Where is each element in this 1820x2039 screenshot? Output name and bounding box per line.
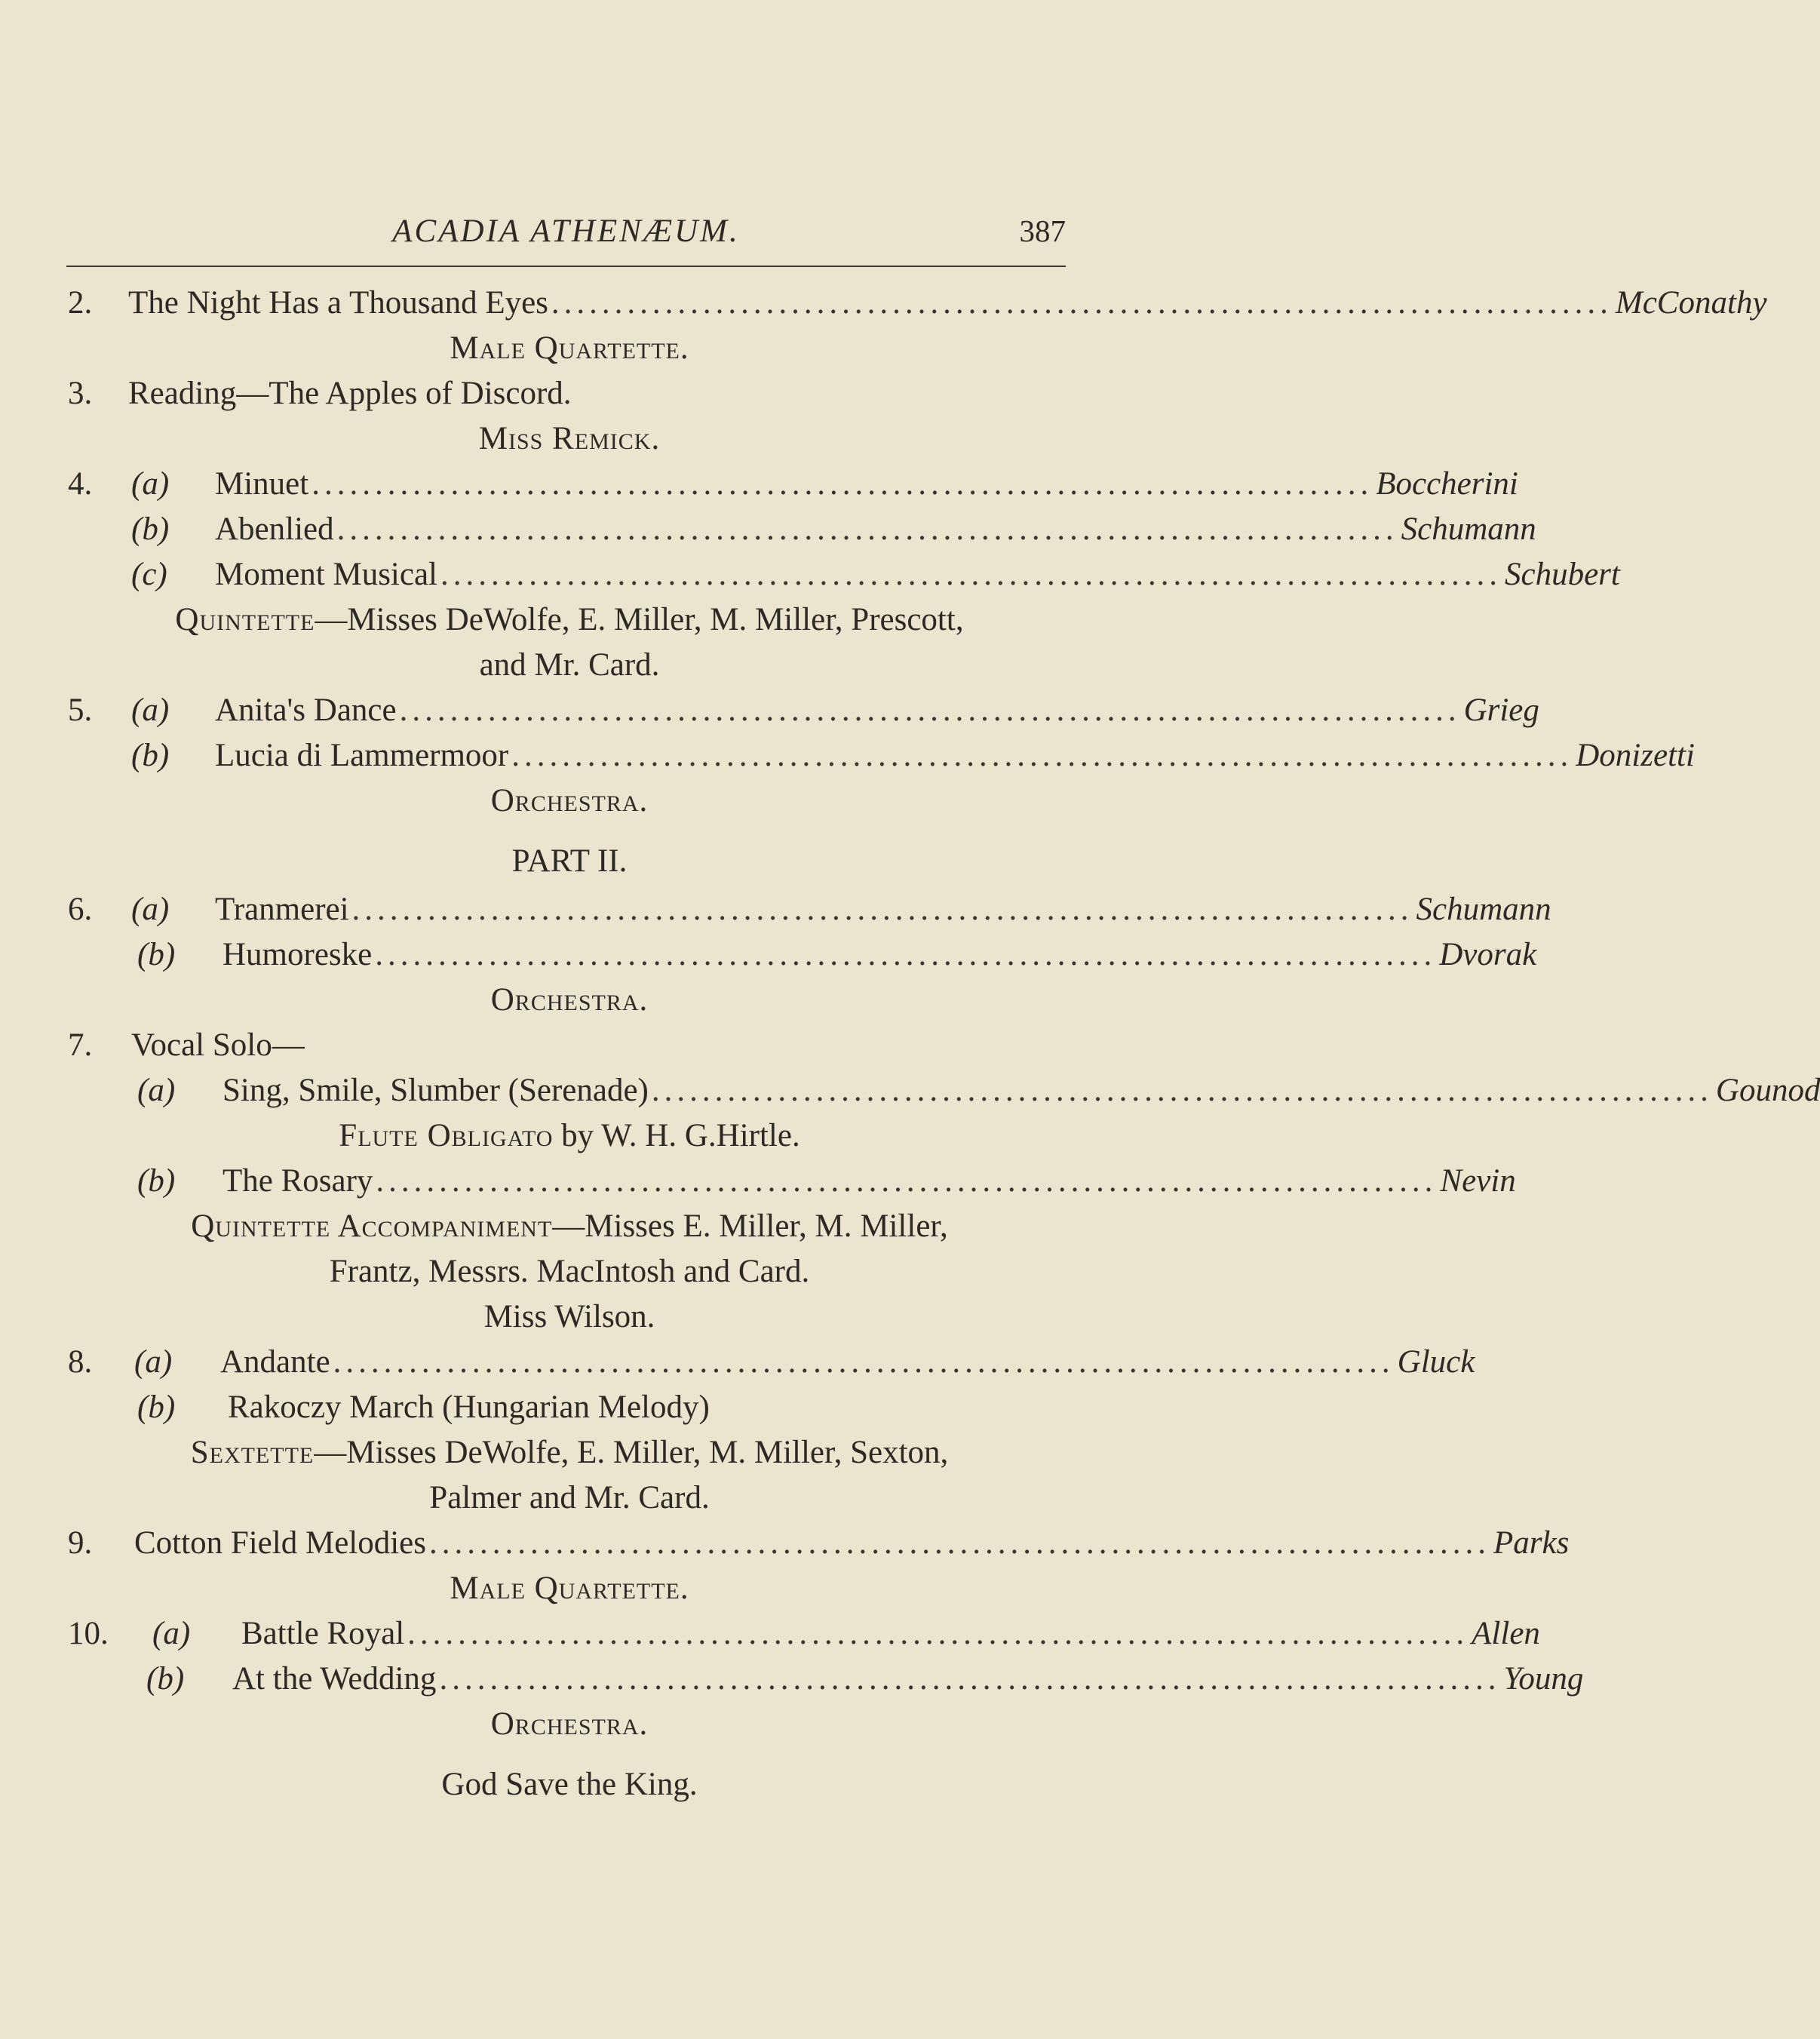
accompaniment-line-continued: Frantz, Messrs. MacIntosh and Card. (329, 1254, 810, 1289)
composer-name: Schumann (1416, 892, 1551, 927)
dot-leader: .................................................................................... (439, 1661, 1501, 1697)
sub-letter: (c) (131, 557, 167, 592)
item-number: 7. (68, 1027, 93, 1063)
program-item-8b (68, 1385, 1071, 1430)
sub-letter: (b) (131, 511, 170, 547)
program-item-4b (68, 507, 1536, 552)
program-entry (215, 887, 1551, 932)
program-entry (232, 1657, 1584, 1702)
composer-name: Allen (1472, 1616, 1540, 1651)
program-entry (215, 462, 1518, 507)
item-number: 6. (68, 892, 93, 927)
obligato-line (68, 1113, 1071, 1159)
program-entry (215, 552, 1620, 597)
composer-name: Boccherini (1376, 466, 1518, 502)
piece-title: The Night Has a Thousand Eyes (128, 285, 548, 321)
dot-leader: .................................................................................... (551, 285, 1613, 321)
piece-title: Moment Musical (215, 557, 437, 592)
accompaniment-line (68, 1204, 1071, 1249)
program-item-5b (68, 733, 1695, 778)
piece-title: Sing, Smile, Slumber (Serenade) (223, 1073, 649, 1108)
page-header (66, 213, 1066, 247)
sub-letter: (a) (152, 1616, 191, 1651)
program-entry (241, 1611, 1540, 1657)
item-number: 5. (68, 692, 93, 728)
section-heading: PART II. (511, 843, 628, 879)
page-number: 387 (1019, 213, 1066, 248)
item-number: 2. (68, 285, 93, 321)
piece-title: Battle Royal (241, 1616, 405, 1651)
program-item-5a (68, 688, 1539, 733)
program-entry (223, 1159, 1516, 1204)
accompaniment-names: —Misses E. Miller, M. Miller, (552, 1208, 948, 1244)
dot-leader: .................................................................................... (511, 738, 1573, 773)
performer-line (68, 1430, 1071, 1476)
piece-title: Anita's Dance (215, 692, 397, 728)
program-entry (220, 1340, 1475, 1385)
obligato-names: by W. H. G.Hirtle. (553, 1118, 800, 1153)
piece-title: Lucia di Lammermoor (215, 738, 509, 773)
sub-letter: (b) (137, 1163, 176, 1199)
program-item-3 (68, 371, 1071, 416)
program-entry (223, 932, 1537, 978)
program-item-2 (68, 281, 1767, 326)
piece-title: At the Wedding (232, 1661, 437, 1697)
piece-title: Vocal Solo— (131, 1027, 305, 1063)
composer-name: Gounod (1715, 1073, 1820, 1108)
program-item-10b (68, 1657, 1584, 1702)
sub-letter: (a) (131, 692, 170, 728)
composer-name: Parks (1493, 1525, 1570, 1561)
piece-title: Tranmerei (215, 892, 349, 927)
header-rule (66, 266, 1066, 267)
program-entry (215, 733, 1695, 778)
sub-letter: (b) (137, 1390, 176, 1425)
sub-letter: (b) (137, 937, 176, 972)
performer-line: Miss Remick. (478, 421, 661, 456)
dot-leader: .................................................................................... (429, 1525, 1490, 1561)
performer-names: —Misses DeWolfe, E. Miller, M. Miller, Prescott, (315, 602, 964, 637)
performer-label: Sextette (190, 1435, 315, 1470)
program-item-7b (68, 1159, 1516, 1204)
sub-letter: (a) (131, 892, 170, 927)
composer-name: Gluck (1397, 1344, 1475, 1380)
composer-name: Dvorak (1439, 937, 1537, 972)
dot-leader: .................................................................................... (407, 1616, 1469, 1651)
performer-line: Male Quartette. (450, 330, 689, 366)
performer-line-continued: Palmer and Mr. Card. (429, 1480, 710, 1515)
program-entry (215, 688, 1539, 733)
accompaniment-label: Quintette Accompaniment (191, 1208, 553, 1244)
piece-title: Abenlied (215, 511, 334, 547)
composer-name: Donizetti (1576, 738, 1695, 773)
program-item-10a (68, 1611, 1540, 1657)
program-entry (223, 1068, 1820, 1113)
item-number: 8. (68, 1344, 93, 1380)
piece-title: Reading—The Apples of Discord. (128, 376, 572, 411)
program-entry (134, 1521, 1570, 1566)
piece-title: Andante (220, 1344, 330, 1380)
composer-name: Schumann (1401, 511, 1536, 547)
piece-title: Minuet (215, 466, 309, 502)
dot-leader: .................................................................................... (375, 937, 1437, 972)
piece-title: Rakoczy March (Hungarian Melody) (228, 1390, 710, 1425)
performer-line: Orchestra. (490, 783, 649, 818)
performer-line: Orchestra. (490, 982, 649, 1018)
piece-title: Humoreske (223, 937, 373, 972)
dot-leader: .................................................................................... (440, 557, 1502, 592)
program-item-6b (68, 932, 1537, 978)
program-item-9 (68, 1521, 1570, 1566)
program-item-6a (68, 887, 1551, 932)
program-entry (215, 507, 1536, 552)
program-entry (128, 281, 1767, 326)
item-number: 10. (68, 1616, 109, 1651)
dot-leader: .................................................................................... (336, 511, 1398, 547)
sub-letter: (a) (131, 466, 170, 502)
running-title: ACADIA ATHENÆUM. (392, 213, 740, 249)
sub-letter: (b) (146, 1661, 185, 1697)
dot-leader: .................................................................................... (399, 692, 1461, 728)
closing-line: God Save the King. (441, 1767, 698, 1802)
performer-line: Male Quartette. (450, 1571, 689, 1606)
composer-name: McConathy (1615, 285, 1767, 321)
program-item-4c (68, 552, 1620, 597)
performer-names: —Misses DeWolfe, E. Miller, M. Miller, Sexton, (314, 1435, 949, 1470)
dot-leader: .................................................................................... (376, 1163, 1438, 1199)
sub-letter: (a) (134, 1344, 173, 1380)
program-item-7a (68, 1068, 1820, 1113)
piece-title: The Rosary (223, 1163, 373, 1199)
performer-line-continued: and Mr. Card. (479, 647, 660, 683)
singer-line: Miss Wilson. (483, 1299, 655, 1334)
sub-letter: (a) (137, 1073, 176, 1108)
composer-name: Schubert (1505, 557, 1620, 592)
sub-letter: (b) (131, 738, 170, 773)
composer-name: Nevin (1440, 1163, 1516, 1199)
dot-leader: .................................................................................... (351, 892, 1413, 927)
piece-title: Cotton Field Melodies (134, 1525, 426, 1561)
concert-program (68, 281, 1820, 1810)
obligato-label: Flute Obligato (339, 1118, 554, 1153)
item-number: 3. (68, 376, 93, 411)
dot-leader: .................................................................................... (333, 1344, 1395, 1380)
performer-line: Orchestra. (490, 1706, 649, 1742)
dot-leader: .................................................................................... (312, 466, 1373, 502)
item-number: 4. (68, 466, 93, 502)
performer-line (68, 597, 1071, 643)
item-number: 9. (68, 1525, 93, 1561)
performer-label: Quintette (175, 602, 315, 637)
composer-name: Grieg (1463, 692, 1539, 728)
program-item-8a (68, 1340, 1475, 1385)
program-item-4a (68, 462, 1518, 507)
composer-name: Young (1503, 1661, 1584, 1697)
dot-leader: .................................................................................... (651, 1073, 1713, 1108)
program-item-7 (68, 1023, 1071, 1068)
